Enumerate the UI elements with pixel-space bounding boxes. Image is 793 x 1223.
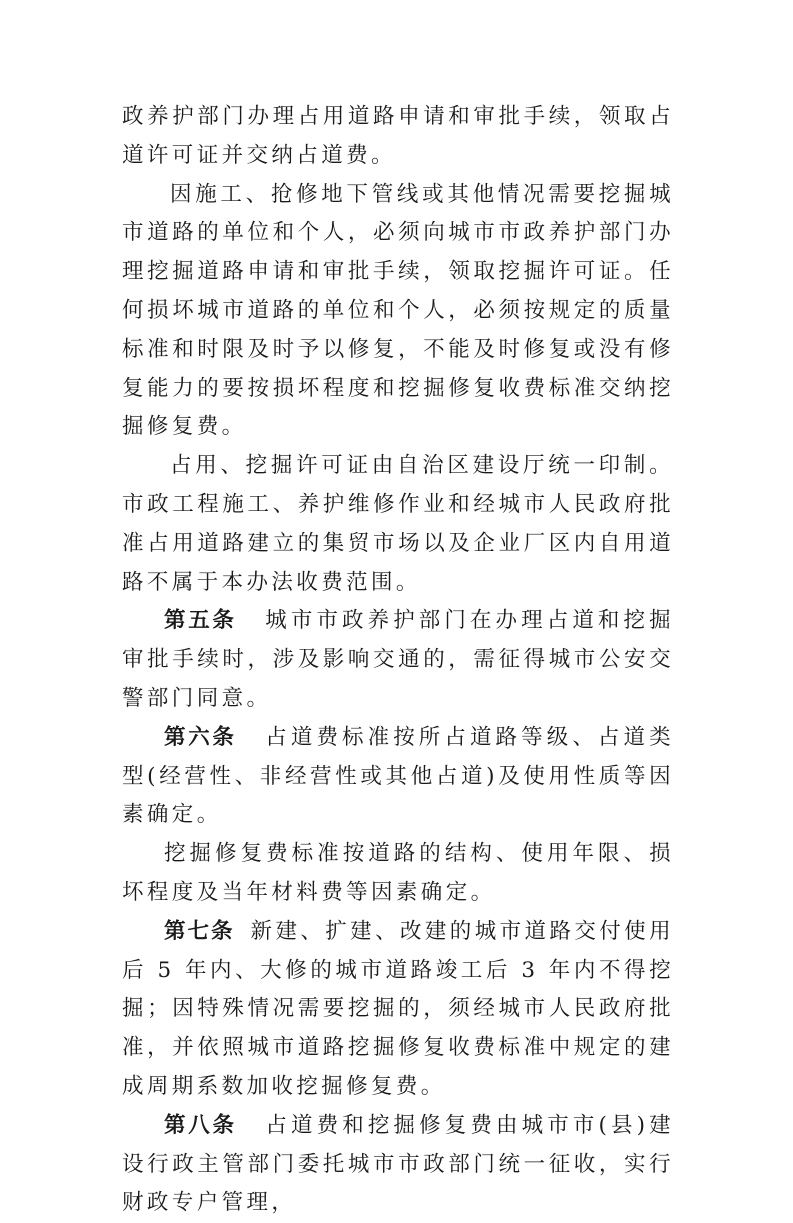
article-7 xyxy=(122,913,674,1107)
paragraph-text: 政养护部门办理占用道路申请和审批手续，领取占道许可证并交纳占道费。 xyxy=(122,104,674,168)
article-5 xyxy=(122,602,674,718)
article-label: 第七条 xyxy=(164,918,235,944)
paragraph-6 xyxy=(122,835,674,913)
article-label: 第六条 xyxy=(164,724,237,750)
document-body xyxy=(122,98,674,1223)
article-label: 第五条 xyxy=(164,608,237,634)
article-text: 新建、扩建、改建的城市道路交付使用后 5 年内、大修的城市道路竣工后 3 年内不得挖掘；因特殊情况需要挖掘的，须经城市人民政府批准，并依照城市道路挖掘修复收费标准中规定的建成周期系数加收挖掘修复费。 xyxy=(122,918,674,1099)
article-text: 占道费和挖掘修复费由城市市(县)建设行政主管部门委托城市市政部门统一征收，实行财政专户管理， xyxy=(122,1112,674,1216)
article-8 xyxy=(122,1107,674,1223)
article-label: 第八条 xyxy=(164,1112,237,1138)
article-text: 城市市政养护部门在办理占道和挖掘审批手续时，涉及影响交通的，需征得城市公安交警部门同意。 xyxy=(122,608,674,711)
paragraph-2 xyxy=(122,176,674,448)
article-6 xyxy=(122,719,674,835)
paragraph-text: 因施工、抢修地下管线或其他情况需要挖掘城市道路的单位和个人，必须向城市市政养护部门办理挖掘道路申请和审批手续，领取挖掘许可证。任何损坏城市道路的单位和个人，必须按规定的质量标准和时限及时予以修复，不能及时修复或没有修复能力的要按损坏程度和挖掘修复收费标准交纳挖掘修复费。 xyxy=(122,181,674,440)
article-text: 占道费标准按所占道路等级、占道类型(经营性、非经营性或其他占道)及使用性质等因素确定。 xyxy=(122,724,674,828)
paragraph-3 xyxy=(122,447,674,602)
paragraph-1 xyxy=(122,98,674,176)
paragraph-text: 挖掘修复费标准按道路的结构、使用年限、损坏程度及当年材料费等因素确定。 xyxy=(122,841,674,905)
paragraph-text: 占用、挖掘许可证由自治区建设厅统一印制。市政工程施工、养护维修作业和经城市人民政府批准占用道路建立的集贸市场以及企业厂区内自用道路不属于本办法收费范围。 xyxy=(122,453,674,595)
